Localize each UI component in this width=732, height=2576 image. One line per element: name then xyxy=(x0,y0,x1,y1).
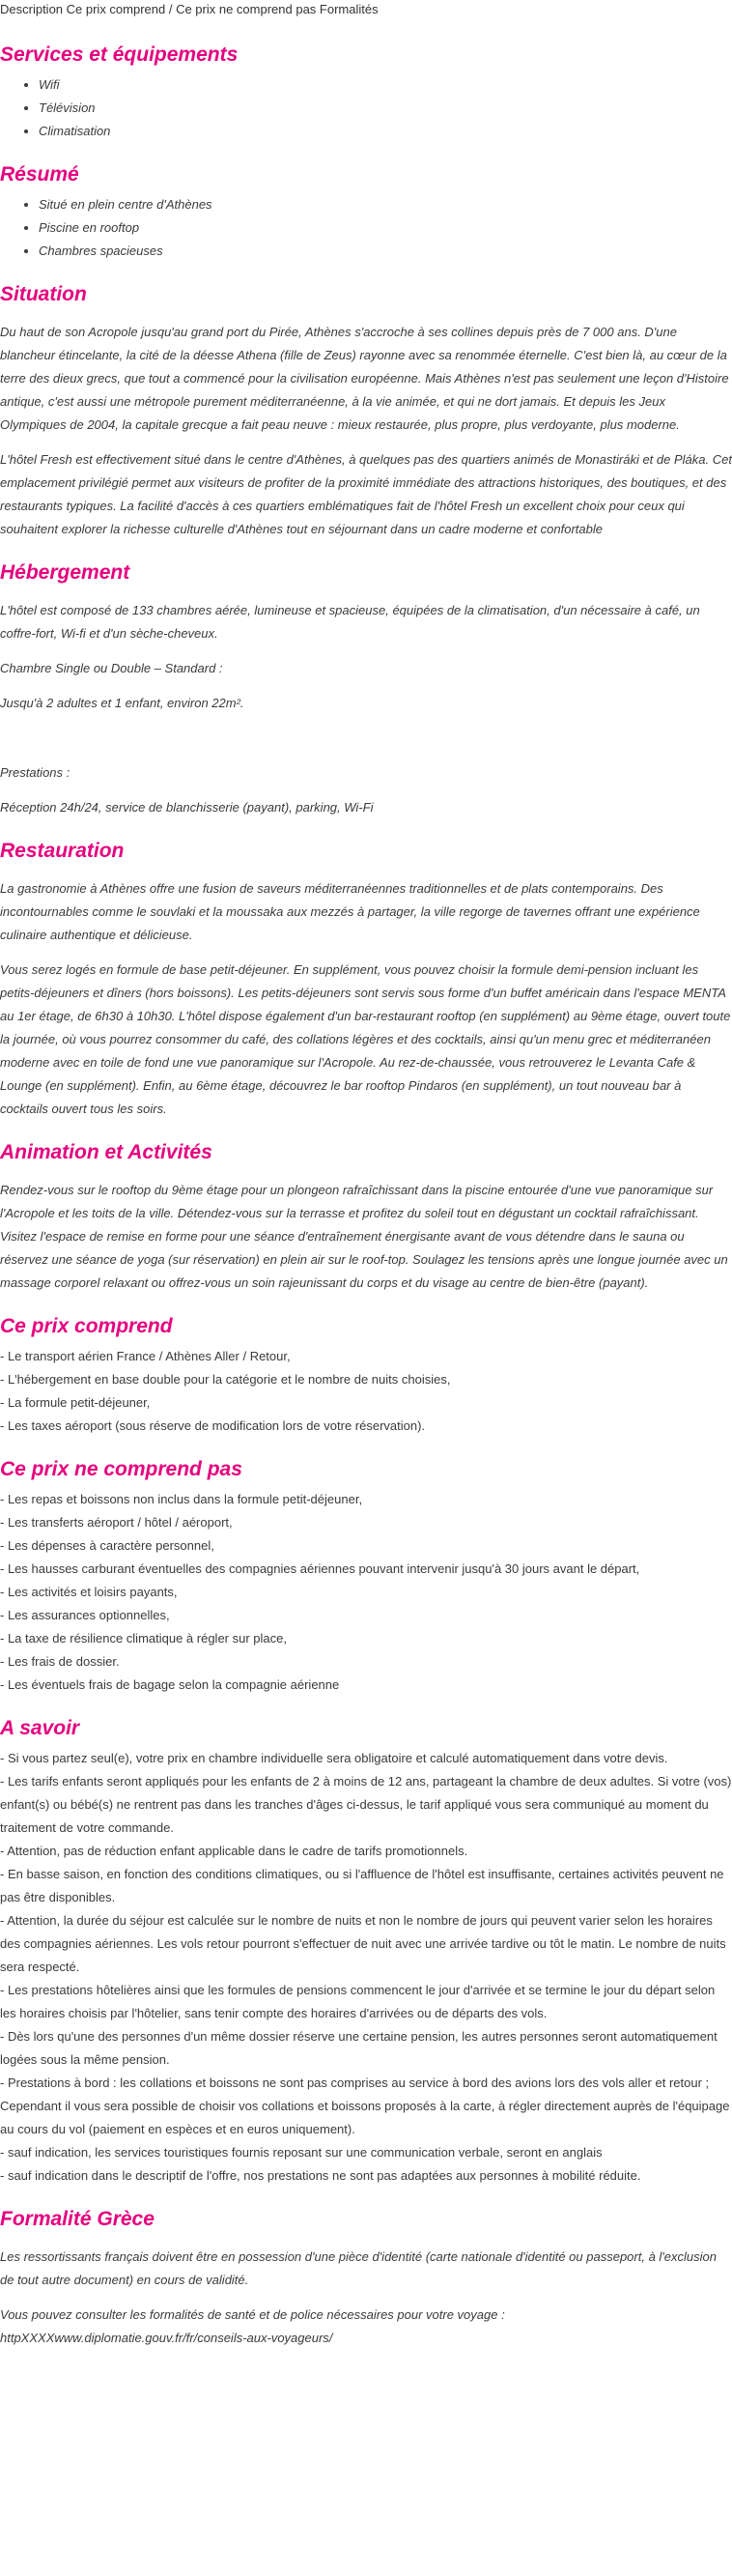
section-a-savoir xyxy=(0,1714,732,2188)
list-item: - Les transferts aéroport / hôtel / aéroport, xyxy=(0,1515,233,1530)
section-comprend xyxy=(0,1312,732,1438)
room-type: Chambre Single ou Double – Standard : xyxy=(0,661,223,675)
list-item: - Attention, pas de réduction enfant applicable dans le cadre de tarifs promotionnels. xyxy=(0,1844,468,1858)
section-restauration xyxy=(0,837,732,1121)
section-situation xyxy=(0,280,732,541)
list-item: - Les activités et loisirs payants, xyxy=(0,1585,178,1599)
list-item: - Les tarifs enfants seront appliqués pour les enfants de 2 à moins de 12 ans, partageant la chambre de deux adultes. Si votre (vos) enfant(s) ou bébé(s) ne rentrent pas dans les tranches d'âges ci-dessus, le tarif appliqué vous sera communiqué au moment du traitement de votre commande. xyxy=(0,1774,732,1835)
a-savoir-title: A savoir xyxy=(0,1717,80,1739)
restauration-paragraph: La gastronomie à Athènes offre une fusion de saveurs méditerranéennes traditionnelles et de plats contemporains. Des incontournables comme le souvlaki et la moussaka aux mezzés à partager, la ville regorge de tavernes offrant une expérience culinaire authentique et délicieuse. xyxy=(0,881,700,942)
list-item: • Télévision xyxy=(39,97,732,120)
ne-comprend-list xyxy=(0,1488,732,1697)
list-item: • Situé en plein centre d'Athènes xyxy=(39,193,732,216)
ne-comprend-title: Ce prix ne comprend pas xyxy=(0,1458,242,1480)
list-item: - Les prestations hôtelières ainsi que les formules de pensions commencent le jour d'arrivée et se termine le jour du départ selon les horaires choisis par l'hôtelier, sans tenir compte des horaires d'arrivées ou de départs des vols. xyxy=(0,1983,716,2020)
services-title: Services et équipements xyxy=(0,43,239,66)
spacer xyxy=(0,727,732,750)
services-list xyxy=(0,73,732,143)
section-resume xyxy=(0,160,732,263)
list-item: - Si vous partez seul(e), votre prix en chambre individuelle sera obligatoire et calculé automatiquement dans votre devis. xyxy=(0,1751,668,1765)
list-item: - Les hausses carburant éventuelles des compagnies aériennes pouvant intervenir jusqu'à 30 jours avant le départ, xyxy=(0,1561,640,1576)
list-item: - Les frais de dossier. xyxy=(0,1654,120,1669)
comprend-title: Ce prix comprend xyxy=(0,1315,173,1337)
hebergement-title: Hébergement xyxy=(0,561,130,584)
restauration-paragraph: Vous serez logés en formule de base petit-déjeuner. En supplément, vous pouvez choisir la formule demi-pension incluant les petits-déjeuners et dîners (hors boissons). Les petits-déjeuners sont servis sous forme d'un buffet américain dans l'espace MENTA au 1er étage, de 6h30 à 10h30. L'hôtel dispose également d'un bar-restaurant rooftop (en supplément) au 9ème étage, ouvert toute la journée, où vous pourrez consommer du café, des collations légères et des cocktails, ainsi qu'un menu grec et méditerranéen moderne avec en toile de fond une vue panoramique sur l'Acropole. Au rez-de-chaussée, vous retrouverez le Levanta Cafe & Lounge (en supplément). Enfin, au 6ème étage, découvrez le bar rooftop Pindaros (en supplément), un tout nouveau bar à cocktails ouvert tous les soirs. xyxy=(0,962,731,1116)
comprend-list xyxy=(0,1345,732,1438)
list-item: • Chambres spacieuses xyxy=(39,240,732,263)
list-item: • Climatisation xyxy=(39,120,732,143)
animation-title: Animation et Activités xyxy=(0,1141,212,1163)
animation-paragraph: Rendez-vous sur le rooftop du 9ème étage pour un plongeon rafraîchissant dans la piscine entourée d'une vue panoramique sur l'Acropole et les toits de la ville. Détendez-vous sur la terrasse et profitez du soleil tout en dégustant un cocktail rafraîchissant. Visitez l'espace de remise en forme pour une séance d'entraînement énergisante avant de vous détendre dans le sauna ou réservez une séance de yoga (sur réservation) en plein air sur le roof-top. Soulagez les tensions après une longue journée avec un massage corporel relaxant ou offrez-vous un soin rajeunissant du corps et du visage au centre de bien-être (payant). xyxy=(0,1183,728,1290)
situation-title: Situation xyxy=(0,283,87,305)
list-item: - Attention, la durée du séjour est calculée sur le nombre de nuits et non le nombre de jours qui peuvent varier selon les horaires des compagnies aériennes. Les vols retour pourront s'effectuer de nuit avec une arrivée tardive ou tôt le matin. Le nombre de nuits sera respecté. xyxy=(0,1913,726,1974)
formalite-paragraph: Vous pouvez consulter les formalités de santé et de police nécessaires pour votre voyage : xyxy=(0,2307,505,2322)
list-item: - Prestations à bord : les collations et boissons ne sont pas comprises au service à bord des avions lors des vols aller et retour ; Cependant il vous sera possible de choisir vos collations et boissons proposés à la carte, à régler directement auprès de l'équipage au cours du vol (paiement en espèces et en euros uniquement). xyxy=(0,2075,730,2136)
list-item: - Les dépenses à caractère personnel, xyxy=(0,1538,214,1553)
list-item: - Dès lors qu'une des personnes d'un même dossier réserve une certaine pension, les autres personnes seront automatiquement logées sous la même pension. xyxy=(0,2029,718,2067)
list-item: - sauf indication dans le descriptif de l'offre, nos prestations ne sont pas adaptées aux personnes à mobilité réduite. xyxy=(0,2168,641,2183)
formalite-paragraph: Les ressortissants français doivent être en possession d'une pièce d'identité (carte nationale d'identité ou passeport, à l'exclusion de tout autre document) en cours de validité. xyxy=(0,2249,717,2287)
list-item: - sauf indication, les services touristiques fournis reposant sur une communication verbale, seront en anglais xyxy=(0,2145,603,2160)
section-services xyxy=(0,41,732,143)
list-item: - Le transport aérien France / Athènes Aller / Retour, xyxy=(0,1349,291,1363)
list-item: - La formule petit-déjeuner, xyxy=(0,1395,151,1410)
prestations-text: Réception 24h/24, service de blanchisserie (payant), parking, Wi-Fi xyxy=(0,800,374,815)
breadcrumb: Description Ce prix comprend / Ce prix ne comprend pas Formalités xyxy=(0,2,379,16)
section-formalite xyxy=(0,2205,732,2350)
resume-list xyxy=(0,193,732,263)
hebergement-paragraph: L'hôtel est composé de 133 chambres aérée, lumineuse et spacieuse, équipées de la climatisation, d'un nécessaire à café, un coffre-fort, Wi-fi et d'un sèche-cheveux. xyxy=(0,603,700,641)
situation-paragraph: L'hôtel Fresh est effectivement situé dans le centre d'Athènes, à quelques pas des quartiers animés de Monastiráki et de Pláka. Cet emplacement privilégié permet aux visiteurs de profiter de la proximité immédiate des attractions historiques, des boutiques, et des restaurants typiques. La facilité d'accès à ces quartiers emblématiques fait de l'hôtel Fresh un excellent choix pour ceux qui souhaitent explorer la richesse culturelle d'Athènes tout en séjournant dans un cadre moderne et confortable xyxy=(0,452,732,536)
restauration-title: Restauration xyxy=(0,840,125,862)
list-item: - En basse saison, en fonction des conditions climatiques, ou si l'affluence de l'hôtel est insuffisante, certaines activités peuvent ne pas être disponibles. xyxy=(0,1867,724,1904)
a-savoir-list xyxy=(0,1747,732,2188)
list-item: - Les éventuels frais de bagage selon la compagnie aérienne xyxy=(0,1677,340,1692)
formalite-link[interactable]: httpXXXXwww.diplomatie.gouv.fr/fr/conseils-aux-voyageurs/ xyxy=(0,2331,333,2345)
list-item: - Les assurances optionnelles, xyxy=(0,1608,170,1622)
resume-title: Résumé xyxy=(0,163,79,186)
list-item: • Piscine en rooftop xyxy=(39,216,732,240)
list-item: - Les repas et boissons non inclus dans la formule petit-déjeuner, xyxy=(0,1492,363,1506)
list-item: • Wifi xyxy=(39,73,732,97)
prestations-label: Prestations : xyxy=(0,765,70,780)
list-item: - La taxe de résilience climatique à régler sur place, xyxy=(0,1631,287,1646)
section-animation xyxy=(0,1138,732,1295)
list-item: - Les taxes aéroport (sous réserve de modification lors de votre réservation). xyxy=(0,1418,426,1433)
formalite-title: Formalité Grèce xyxy=(0,2208,155,2230)
situation-paragraph: Du haut de son Acropole jusqu'au grand port du Pirée, Athènes s'accroche à ses collines depuis près de 7 000 ans. D'une blancheur étincelante, la cité de la déesse Athena (fille de Zeus) rayonne avec sa renommée éternelle. C'est bien là, au cœur de la terre des dieux grecs, que tout a commencé pour la civilisation européenne. Mais Athènes n'est pas seulement une leçon d'Histoire antique, c'est aussi une métropole purement méditerranéenne, à la vie animée, et qui ne dort jamais. Et depuis les Jeux Olympiques de 2004, la capitale grecque a fait peau neuve : mieux restaurée, plus propre, plus verdoyante, plus moderne. xyxy=(0,325,729,432)
room-capacity: Jusqu'à 2 adultes et 1 enfant, environ 22m². xyxy=(0,696,244,710)
section-ne-comprend xyxy=(0,1455,732,1697)
list-item: - L'hébergement en base double pour la catégorie et le nombre de nuits choisies, xyxy=(0,1372,451,1387)
section-hebergement xyxy=(0,558,732,819)
